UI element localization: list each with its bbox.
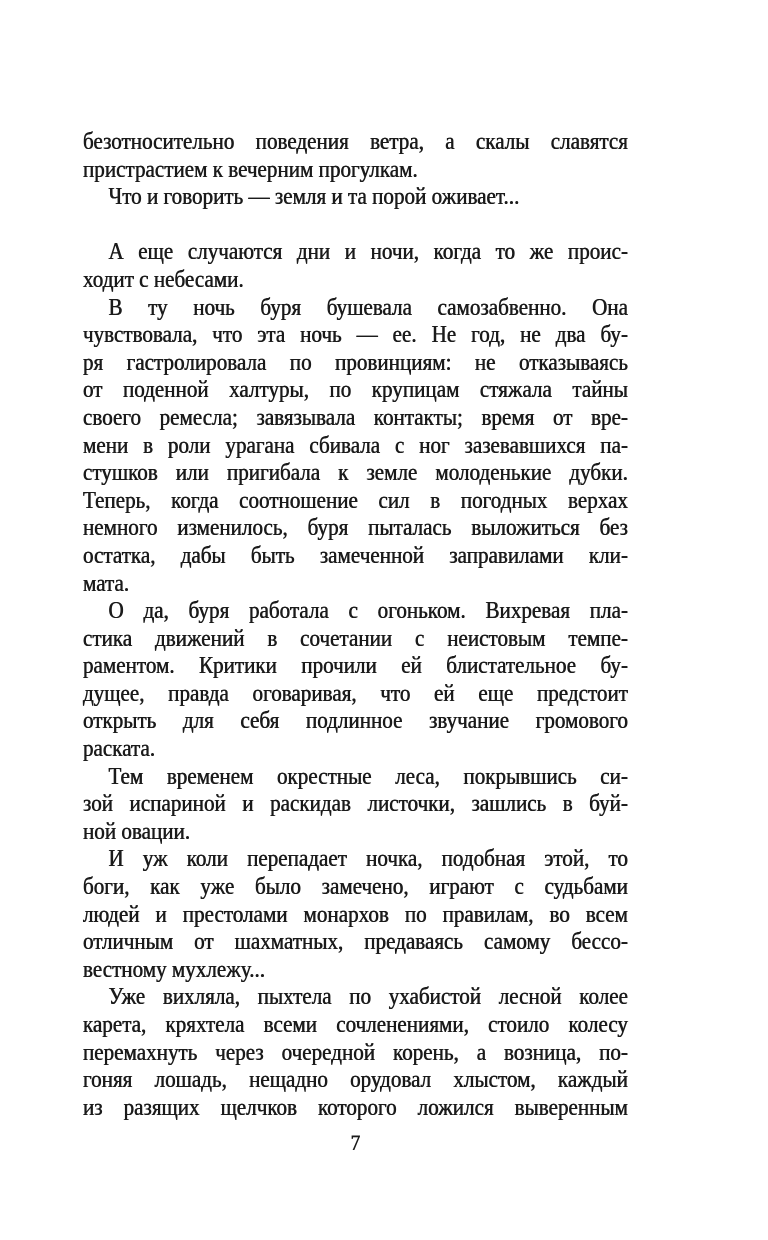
text-line: А еще случаются дни и ночи, когда то же проис- <box>108 239 628 266</box>
text-line: ной овации. <box>83 818 191 845</box>
text-line: И уж коли перепадает ночка, подобная этой, то <box>108 846 628 873</box>
text-column <box>83 129 628 1156</box>
text-line: Тем временем окрестные леса, покрывшись си- <box>108 763 628 790</box>
text-line: безотносительно поведения ветра, а скалы славятся <box>83 129 628 155</box>
text-line: стушков или пригибала к земле молоденькие дубки. <box>83 460 628 487</box>
text-line: пристрастием к вечерним прогулкам. <box>83 156 418 183</box>
paragraph <box>83 295 628 599</box>
text-line: людей и престолами монархов по правилам, во всем <box>83 901 628 928</box>
text-line: Уже вихляла, пыхтела по ухабистой лесной колее <box>108 984 628 1011</box>
text-line: остатка, дабы быть замеченной заправилами кли- <box>83 542 628 569</box>
page-number: 7 <box>350 1130 361 1156</box>
text-line: ходит с небесами. <box>83 266 244 293</box>
paragraph <box>83 984 628 1122</box>
text-line: дущее, правда оговаривая, что ей еще предстоит <box>83 680 628 707</box>
text-line: В ту ночь буря бушевала самозабвенно. Она <box>108 294 628 321</box>
text-line: мата. <box>83 570 130 597</box>
text-line: чувствовала, что эта ночь — ее. Не год, не два бу- <box>83 322 628 349</box>
paragraph <box>83 184 628 212</box>
text-line: гоняя лошадь, нещадно орудовал хлыстом, каждый <box>83 1067 628 1094</box>
text-line: открыть для себя подлинное звучание громового <box>83 708 628 735</box>
text-line: раментом. Критики прочили ей блистательное бу- <box>83 653 628 680</box>
text-line: стика движений в сочетании с неистовым темпе- <box>83 625 628 652</box>
text-line: Что и говорить — земля и та порой оживает... <box>108 184 520 211</box>
text-line: своего ремесла; завязывала контакты; время от вре- <box>83 404 628 431</box>
text-line: отличным от шахматных, предаваясь самому бессо- <box>83 929 628 956</box>
text-line: зой испариной и раскидав листочки, зашлись в буй- <box>83 791 628 818</box>
text-line: раската. <box>83 736 156 763</box>
text-line: вестному мухлежу... <box>83 956 266 983</box>
paragraph <box>83 764 628 847</box>
text-line: мени в роли урагана сбивала с ног зазевавшихся па- <box>83 432 628 459</box>
text-line: перемахнуть через очередной корень, а возница, по- <box>83 1039 628 1066</box>
text-line: карета, кряхтела всеми сочленениями, стоило колесу <box>83 1012 628 1038</box>
paragraph <box>83 129 628 184</box>
paragraph <box>83 598 628 764</box>
text-line: Теперь, когда соотношение сил в погодных верхах <box>83 487 628 514</box>
text-line: из разящих щелчков которого ложился выверенным <box>83 1094 628 1121</box>
text-line: от поденной халтуры, по крупицам стяжала тайны <box>83 377 628 404</box>
text-line: боги, как уже было замечено, играют с судьбами <box>83 874 628 901</box>
paragraph <box>83 846 628 984</box>
text-line: немного изменилось, буря пыталась выложиться без <box>83 515 628 542</box>
paragraph <box>83 239 628 294</box>
text-line: ря гастролировала по провинциям: не отказываясь <box>83 349 628 376</box>
text-line: О да, буря работала с огоньком. Вихревая пла- <box>108 598 628 625</box>
